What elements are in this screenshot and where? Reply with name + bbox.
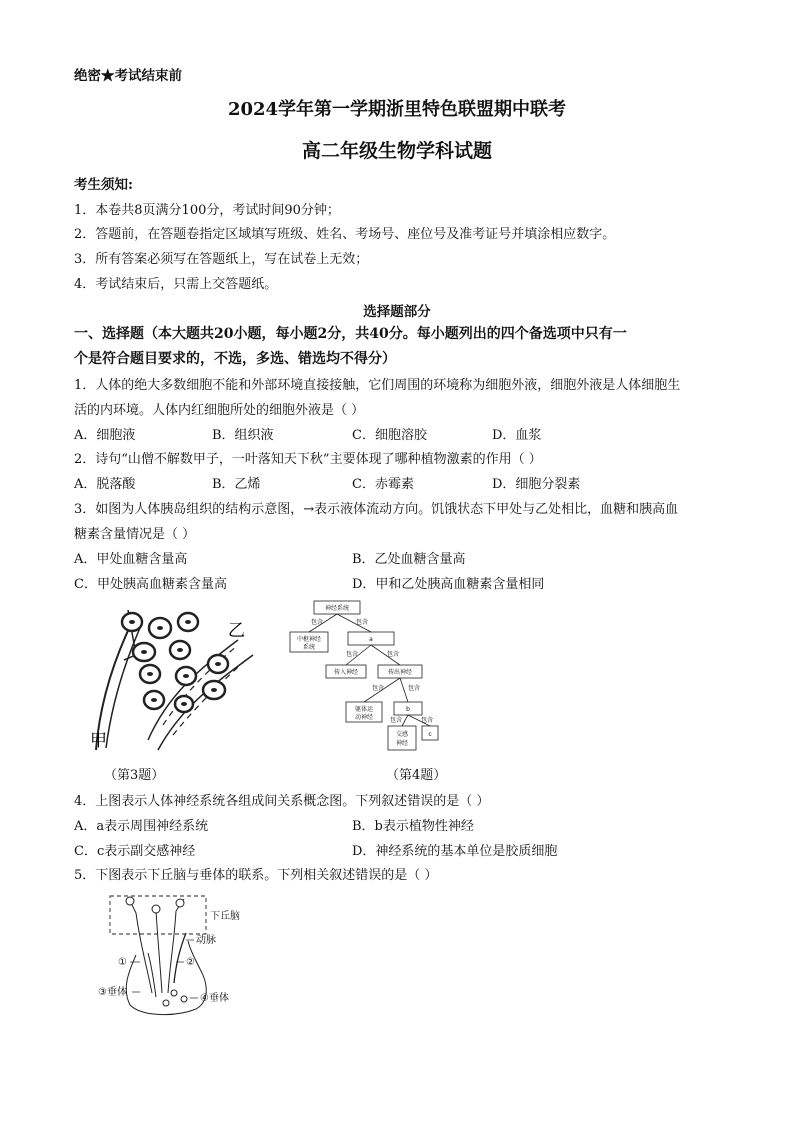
question-4-stem: 4．上图表示人体神经系统各组成间关系概念图。下列叙述错误的是（ ） (74, 794, 490, 809)
question-3-stem: 糖素含量情况是（ ） (74, 527, 196, 542)
figure-4-node-efferent: 传出神经 (387, 669, 413, 676)
question-3-stem: 3．如图为人体胰岛组织的结构示意图，→表示液体流动方向。饥饿状态下甲处与乙处相比，血糖和胰高血 (74, 502, 679, 517)
figure-4-node-cns-2: 系统 (302, 644, 316, 651)
question-2-option-b: B．乙烯 (212, 477, 261, 492)
question-1-option-c: C．细胞溶胶 (352, 428, 427, 443)
figure-4-node-somatic: 躯体运 (354, 706, 374, 713)
figure-4-node-b: b (406, 706, 410, 713)
figure-4-node-c: c (428, 731, 432, 738)
figure-5-label-artery: 动脉 (196, 935, 216, 946)
figure-5-label-hypothalamus: 下丘脑 (210, 911, 240, 922)
figure-4-node-a: a (369, 636, 373, 643)
question-1-stem: 1．人体的绝大多数细胞不能和外部环境直接接触，它们周围的环境称为细胞外液，细胞外液是人体细胞生 (74, 378, 681, 393)
notice-heading: 考生须知: (74, 177, 133, 193)
notice-item: 1．本卷共8页满分100分，考试时间90分钟； (74, 203, 340, 218)
question-2-stem: 2．诗句“山僧不解数甲子，一叶落知天下秋”主要体现了哪种植物激素的作用（ ） (74, 452, 542, 467)
figure-4-caption: （第4题） (386, 768, 447, 783)
figure-4-node-sympathetic-2: 神经 (395, 740, 409, 747)
question-1-option-b: B．组织液 (212, 428, 274, 443)
notice-item: 4．考试结束后，只需上交答题纸。 (74, 277, 278, 292)
question-1-stem: 活的内环境。人体内红细胞所处的细胞外液是（ ） (74, 403, 365, 418)
question-4-option-c: C．c表示副交感神经 (74, 844, 196, 859)
section-title: 选择题部分 (363, 304, 431, 320)
question-3-option-d: D．甲和乙处胰高血糖素含量相同 (352, 577, 545, 592)
question-4-option-a: A．a表示周围神经系统 (74, 819, 209, 834)
figure-4-edge-label: 包含 (420, 717, 434, 724)
question-1-option-d: D．血浆 (492, 428, 542, 443)
question-2-option-c: C．赤霉素 (352, 477, 414, 492)
figure-3-caption: （第3题） (104, 768, 165, 783)
question-5-stem: 5．下图表示下丘脑与垂体的联系。下列相关叙述错误的是（ ） (74, 868, 438, 883)
figure-5-label-1: ① (118, 957, 127, 968)
figure-4-edge-label: 包含 (355, 619, 369, 626)
figure-5-label-2: ② (186, 957, 195, 968)
figure-3-label-jia: 甲 (90, 731, 107, 751)
figure-4-edge-label: 包含 (407, 685, 421, 692)
question-3-option-c: C．甲处胰高血糖素含量高 (74, 577, 227, 592)
figure-4-edge-label: 包含 (310, 619, 324, 626)
figure-4-node-root: 神经系统 (324, 605, 350, 612)
figure-5-label-4: ④垂体 (200, 993, 229, 1004)
figure-4-node-sympathetic: 交感 (395, 731, 409, 738)
figure-4-node-cns: 中枢神经 (296, 636, 322, 643)
figure-4-edge-label: 包含 (389, 717, 403, 724)
confidential-label: 绝密★考试结束前 (74, 68, 182, 84)
figure-3-label-yi: 乙 (228, 621, 245, 641)
question-3-option-a: A．甲处血糖含量高 (74, 552, 188, 567)
figure-4-node-somatic-2: 动神经 (354, 714, 374, 721)
figure-4-edge-label: 包含 (386, 651, 400, 658)
figure-5-hypothalamus-pituitary-diagram (96, 893, 276, 1023)
figure-5-label-3: ③垂体 (98, 987, 127, 998)
notice-item: 3．所有答案必须写在答题纸上，写在试卷上无效； (74, 252, 369, 267)
section-instruction: 个是符合题目要求的，不选，多选、错选均不得分） (74, 351, 396, 367)
notice-item: 2．答题前，在答题卷指定区域填写班级、姓名、考场号、座位号及准考证号并填涂相应数字。 (74, 227, 616, 242)
section-instruction: 一、选择题（本大题共20小题，每小题2分，共40分。每小题列出的四个备选项中只有一 (74, 326, 627, 342)
exam-title: 2024学年第一学期浙里特色联盟期中联考 (227, 99, 567, 120)
question-4-option-d: D．神经系统的基本单位是胶质细胞 (352, 844, 558, 859)
figure-4-node-afferent: 传入神经 (333, 669, 359, 676)
exam-subtitle: 高二年级生物学科试题 (301, 140, 492, 162)
figure-3-islet-diagram (88, 600, 263, 752)
question-4-option-b: B．b表示植物性神经 (352, 819, 474, 834)
question-1-option-a: A．细胞液 (74, 428, 136, 443)
figure-4-edge-label: 包含 (371, 685, 385, 692)
figure-4-concept-map (286, 598, 461, 753)
figure-4-edge-label: 包含 (345, 651, 359, 658)
question-2-option-a: A．脱落酸 (74, 477, 136, 492)
question-3-option-b: B．乙处血糖含量高 (352, 552, 466, 567)
question-2-option-d: D．细胞分裂素 (492, 477, 581, 492)
